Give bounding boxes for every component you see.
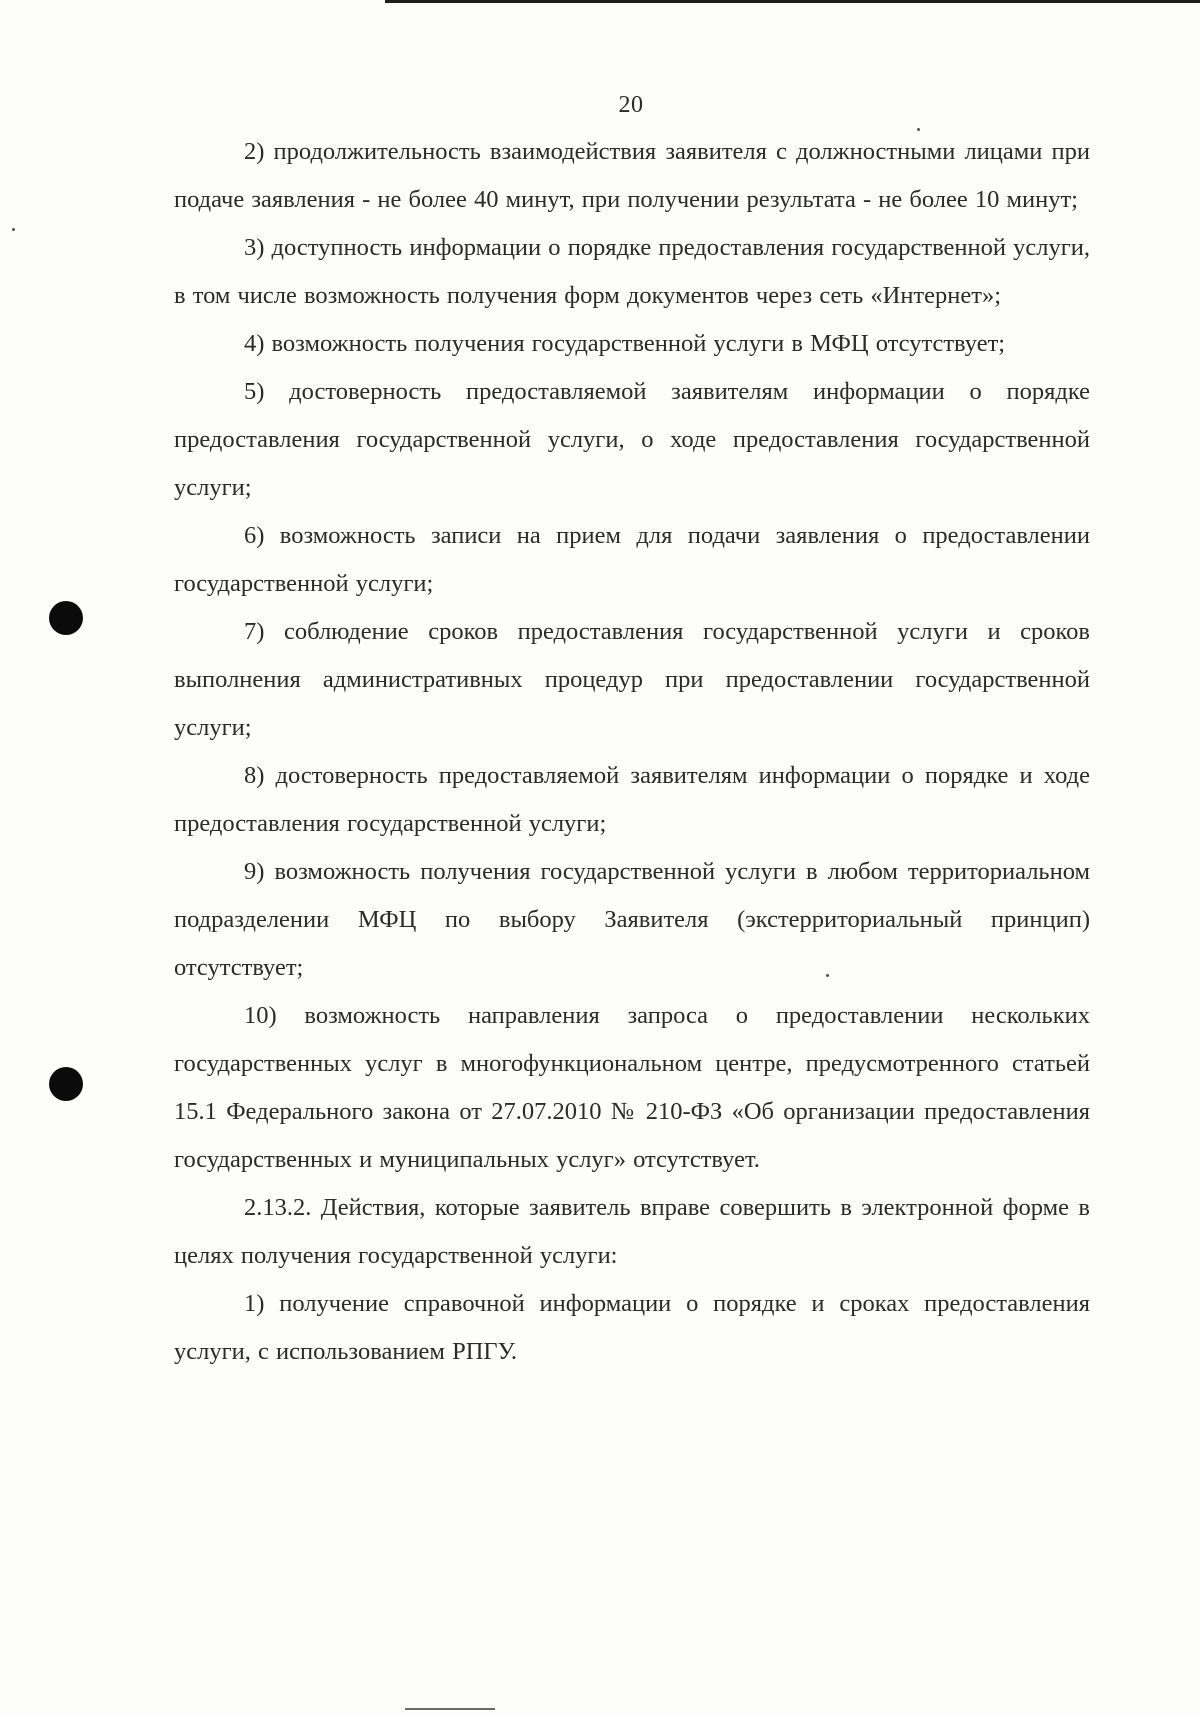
page-number: 20 [618, 92, 644, 118]
scan-speck [12, 228, 15, 231]
paragraph-section-2-13-2: 2.13.2. Действия, которые заявитель вправе совершить в электронной форме в целях получения государственной услуги: [174, 1194, 1090, 1269]
top-edge-rule [385, 0, 1200, 3]
paragraph-subitem-1: 1) получение справочной информации о порядке и сроках предоставления услуги, с использованием РПГУ. [174, 1290, 1090, 1365]
bottom-edge-mark [405, 1708, 495, 1710]
paragraph-item-4: 4) возможность получения государственной услуги в МФЦ отсутствует; [244, 330, 1006, 357]
paragraph-item-10: 10) возможность направления запроса о предоставлении нескольких государственных услуг в многофункциональном центре, предусмотренного статьей 15.1 Федерального закона от 27.07.2010 № 210-ФЗ «Об организации предоставления государственных и муниципальных услуг» отсутствует. [174, 1002, 1090, 1173]
paragraph-item-3: 3) доступность информации о порядке предоставления государственной услуги, в том числе возможность получения форм документов через сеть «Интернет»; [174, 234, 1090, 309]
document-body [174, 128, 1090, 1376]
paragraph-item-7: 7) соблюдение сроков предоставления государственной услуги и сроков выполнения административных процедур при предоставлении государственной услуги; [174, 618, 1090, 741]
paragraph-item-2: 2) продолжительность взаимодействия заявителя с должностными лицами при подаче заявления - не более 40 минут, при получении результата - не более 10 минут; [174, 138, 1090, 213]
paragraph-item-8: 8) достоверность предоставляемой заявителям информации о порядке и ходе предоставления государственной услуги; [174, 762, 1090, 837]
paragraph-item-9: 9) возможность получения государственной услуги в любом территориальном подразделении МФЦ по выбору Заявителя (экстерриториальный принцип) отсутствует; [174, 858, 1090, 981]
paragraph-item-5: 5) достоверность предоставляемой заявителям информации о порядке предоставления государственной услуги, о ходе предоставления государственной услуги; [174, 378, 1090, 501]
paragraph-item-6: 6) возможность записи на прием для подачи заявления о предоставлении государственной услуги; [174, 522, 1090, 597]
punch-hole-upper [49, 601, 83, 635]
punch-hole-lower [49, 1067, 83, 1101]
